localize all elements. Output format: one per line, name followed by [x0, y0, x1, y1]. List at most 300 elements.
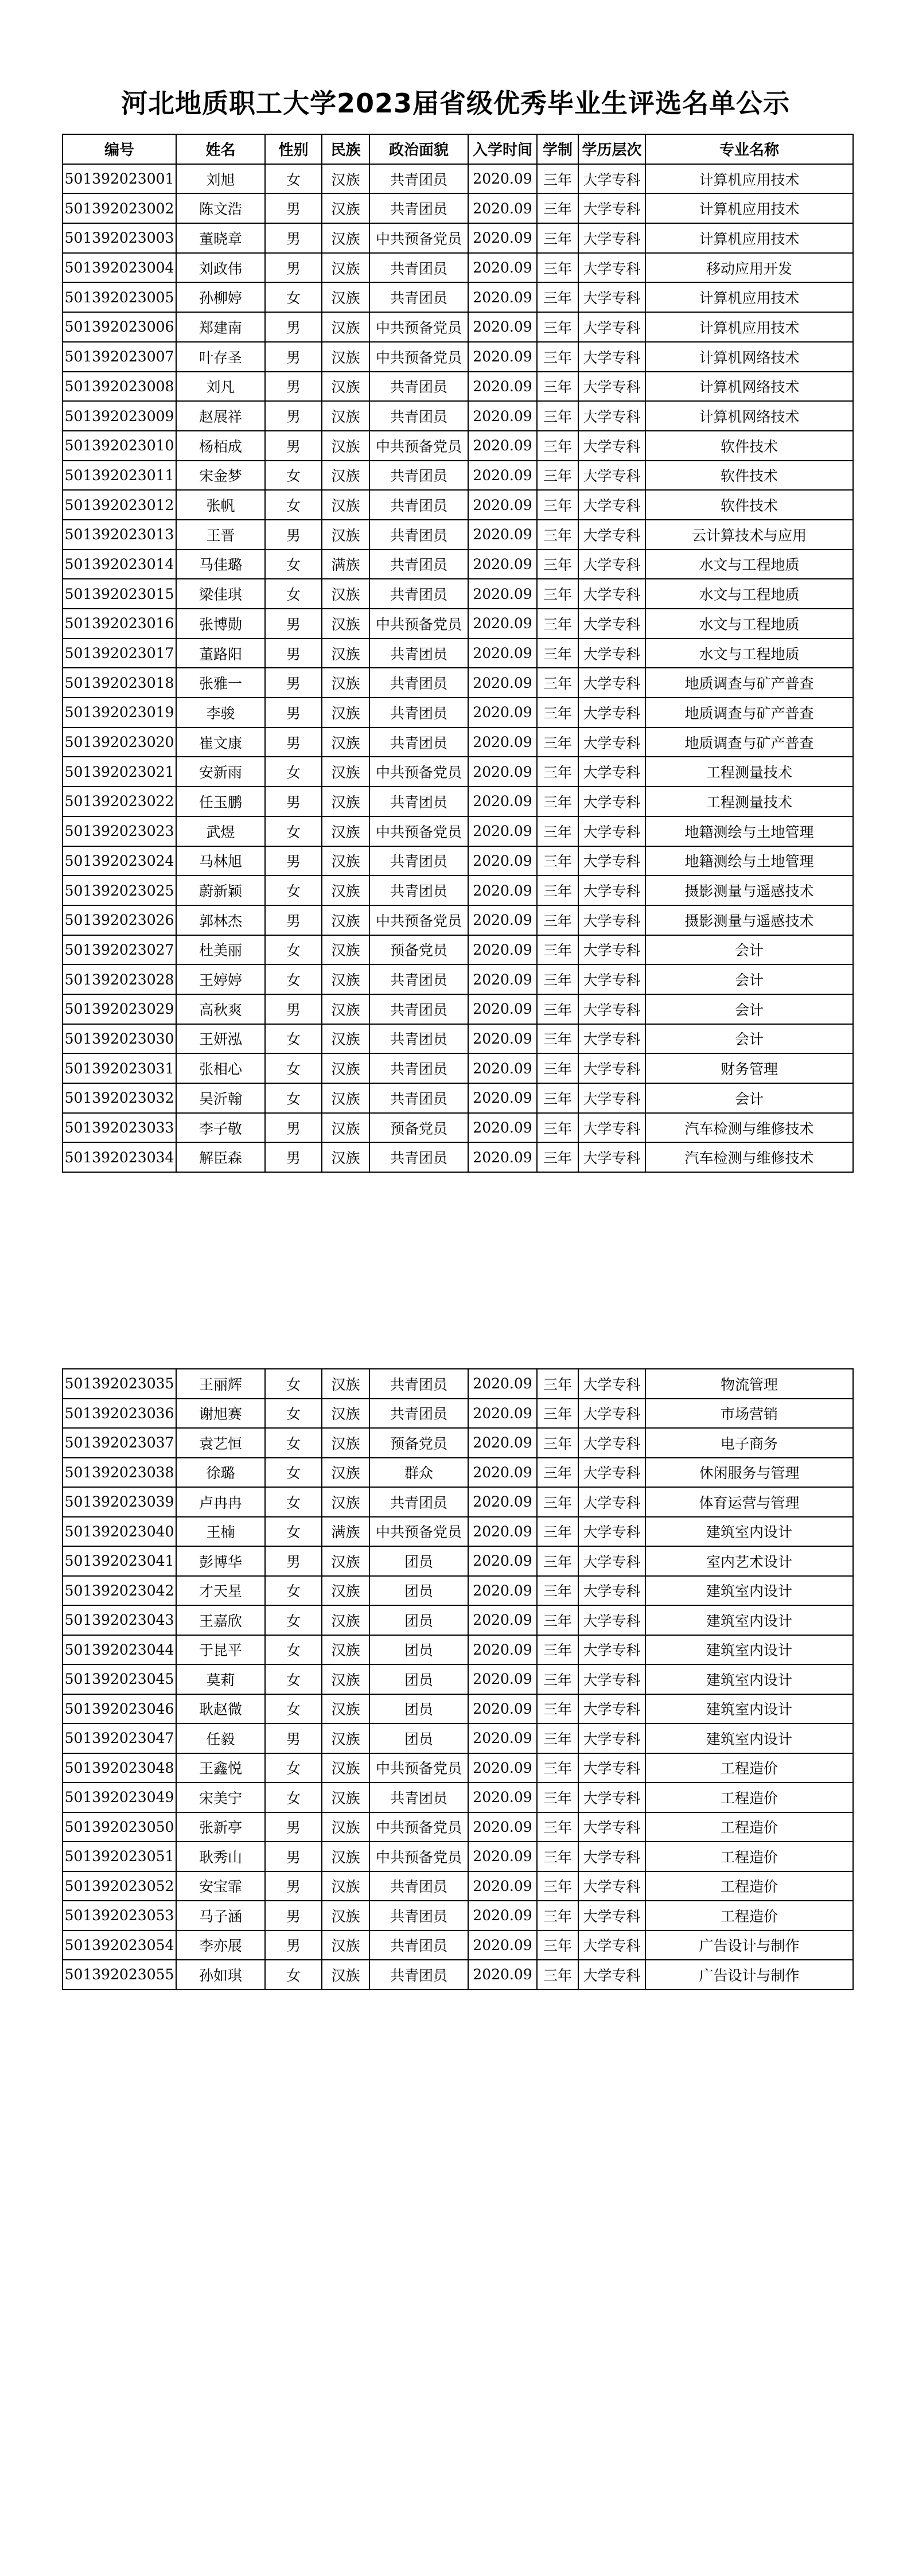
- cell-enrollment-date: 2020.09: [468, 579, 537, 609]
- cell-gender: 男: [265, 1871, 322, 1901]
- cell-enrollment-date: 2020.09: [468, 520, 537, 550]
- table-row: [63, 935, 853, 965]
- cell-ethnicity: 汉族: [322, 1931, 369, 1960]
- cell-duration: 三年: [537, 816, 578, 846]
- cell-duration: 三年: [537, 727, 578, 757]
- cell-duration: 三年: [537, 282, 578, 312]
- cell-political-status: 共青团员: [369, 1783, 468, 1812]
- cell-name: 耿赵微: [176, 1694, 265, 1724]
- cell-education-level: 大学专科: [578, 1576, 645, 1606]
- cell-enrollment-date: 2020.09: [468, 431, 537, 461]
- cell-name: 杨栢成: [176, 431, 265, 461]
- cell-education-level: 大学专科: [578, 1369, 645, 1399]
- cell-name: 高秋爽: [176, 994, 265, 1024]
- cell-enrollment-date: 2020.09: [468, 609, 537, 639]
- cell-gender: 女: [265, 1783, 322, 1812]
- cell-education-level: 大学专科: [578, 935, 645, 965]
- cell-education-level: 大学专科: [578, 668, 645, 698]
- cell-major: 工程造价: [645, 1812, 853, 1842]
- cell-political-status: 共青团员: [369, 668, 468, 698]
- cell-duration: 三年: [537, 490, 578, 520]
- cell-political-status: 共青团员: [369, 401, 468, 431]
- cell-duration: 三年: [537, 698, 578, 727]
- cell-duration: 三年: [537, 1546, 578, 1576]
- cell-enrollment-date: 2020.09: [468, 1083, 537, 1113]
- cell-id: 501392023035: [63, 1369, 176, 1399]
- cell-gender: 女: [265, 1605, 322, 1635]
- cell-education-level: 大学专科: [578, 490, 645, 520]
- cell-ethnicity: 汉族: [322, 1369, 369, 1399]
- cell-education-level: 大学专科: [578, 1812, 645, 1842]
- cell-enrollment-date: 2020.09: [468, 1723, 537, 1753]
- cell-name: 于昆平: [176, 1635, 265, 1665]
- cell-id: 501392023052: [63, 1871, 176, 1901]
- cell-duration: 三年: [537, 1960, 578, 1990]
- cell-name: 王妍泓: [176, 1024, 265, 1054]
- cell-enrollment-date: 2020.09: [468, 1635, 537, 1665]
- cell-political-status: 共青团员: [369, 372, 468, 402]
- cell-major: 工程造价: [645, 1842, 853, 1871]
- cell-ethnicity: 汉族: [322, 668, 369, 698]
- cell-gender: 男: [265, 223, 322, 253]
- table-row: [63, 639, 853, 668]
- cell-gender: 男: [265, 1931, 322, 1960]
- cell-major: 地质调查与矿产普查: [645, 698, 853, 727]
- cell-enrollment-date: 2020.09: [468, 875, 537, 905]
- cell-name: 郑建南: [176, 312, 265, 342]
- cell-duration: 三年: [537, 1517, 578, 1547]
- cell-political-status: 共青团员: [369, 164, 468, 194]
- table-row: [63, 846, 853, 876]
- column-header-id: 编号: [63, 134, 176, 164]
- cell-major: 市场营销: [645, 1399, 853, 1429]
- cell-gender: 女: [265, 1635, 322, 1665]
- cell-education-level: 大学专科: [578, 757, 645, 787]
- cell-ethnicity: 汉族: [322, 1694, 369, 1724]
- table-row: [63, 1399, 853, 1429]
- cell-gender: 男: [265, 787, 322, 816]
- table-row: [63, 1517, 853, 1547]
- cell-major: 广告设计与制作: [645, 1931, 853, 1960]
- cell-education-level: 大学专科: [578, 1458, 645, 1488]
- table-row: [63, 964, 853, 994]
- cell-major: 会计: [645, 994, 853, 1024]
- cell-gender: 女: [265, 1428, 322, 1458]
- cell-name: 王楠: [176, 1517, 265, 1547]
- cell-id: 501392023024: [63, 846, 176, 876]
- cell-enrollment-date: 2020.09: [468, 698, 537, 727]
- cell-political-status: 共青团员: [369, 727, 468, 757]
- table-row: [63, 1842, 853, 1871]
- cell-political-status: 共青团员: [369, 282, 468, 312]
- cell-duration: 三年: [537, 1753, 578, 1783]
- cell-political-status: 共青团员: [369, 1487, 468, 1517]
- cell-major: 建筑室内设计: [645, 1517, 853, 1547]
- cell-enrollment-date: 2020.09: [468, 1842, 537, 1871]
- cell-enrollment-date: 2020.09: [468, 312, 537, 342]
- cell-duration: 三年: [537, 1723, 578, 1753]
- cell-gender: 女: [265, 164, 322, 194]
- cell-name: 吴沂翰: [176, 1083, 265, 1113]
- cell-enrollment-date: 2020.09: [468, 935, 537, 965]
- cell-ethnicity: 汉族: [322, 1635, 369, 1665]
- cell-duration: 三年: [537, 668, 578, 698]
- cell-ethnicity: 汉族: [322, 372, 369, 402]
- cell-gender: 女: [265, 875, 322, 905]
- cell-name: 董晓章: [176, 223, 265, 253]
- cell-ethnicity: 汉族: [322, 846, 369, 876]
- cell-political-status: 共青团员: [369, 1399, 468, 1429]
- cell-education-level: 大学专科: [578, 1635, 645, 1665]
- cell-gender: 男: [265, 639, 322, 668]
- cell-id: 501392023027: [63, 935, 176, 965]
- table-row: [63, 757, 853, 787]
- cell-name: 梁佳琪: [176, 579, 265, 609]
- cell-enrollment-date: 2020.09: [468, 1605, 537, 1635]
- cell-political-status: 共青团员: [369, 964, 468, 994]
- cell-name: 董路阳: [176, 639, 265, 668]
- cell-enrollment-date: 2020.09: [468, 1487, 537, 1517]
- cell-duration: 三年: [537, 342, 578, 372]
- cell-education-level: 大学专科: [578, 727, 645, 757]
- cell-political-status: 中共预备党员: [369, 1753, 468, 1783]
- cell-major: 移动应用开发: [645, 253, 853, 283]
- cell-enrollment-date: 2020.09: [468, 490, 537, 520]
- cell-name: 徐璐: [176, 1458, 265, 1488]
- table-row: [63, 1369, 853, 1399]
- cell-education-level: 大学专科: [578, 905, 645, 935]
- cell-major: 建筑室内设计: [645, 1664, 853, 1694]
- cell-ethnicity: 汉族: [322, 1142, 369, 1172]
- cell-ethnicity: 汉族: [322, 1576, 369, 1606]
- cell-ethnicity: 汉族: [322, 1428, 369, 1458]
- cell-major: 软件技术: [645, 490, 853, 520]
- list-table-2: [62, 1368, 854, 1990]
- cell-duration: 三年: [537, 550, 578, 579]
- cell-name: 耿秀山: [176, 1842, 265, 1871]
- cell-enrollment-date: 2020.09: [468, 757, 537, 787]
- cell-major: 计算机应用技术: [645, 282, 853, 312]
- cell-ethnicity: 汉族: [322, 520, 369, 550]
- cell-enrollment-date: 2020.09: [468, 1694, 537, 1724]
- cell-name: 刘旭: [176, 164, 265, 194]
- cell-political-status: 共青团员: [369, 1024, 468, 1054]
- cell-gender: 男: [265, 668, 322, 698]
- cell-enrollment-date: 2020.09: [468, 1664, 537, 1694]
- cell-political-status: 共青团员: [369, 698, 468, 727]
- cell-major: 水文与工程地质: [645, 579, 853, 609]
- cell-ethnicity: 汉族: [322, 757, 369, 787]
- cell-enrollment-date: 2020.09: [468, 639, 537, 668]
- table-body-1: [63, 164, 853, 1172]
- cell-ethnicity: 汉族: [322, 609, 369, 639]
- cell-enrollment-date: 2020.09: [468, 461, 537, 491]
- cell-education-level: 大学专科: [578, 846, 645, 876]
- cell-duration: 三年: [537, 846, 578, 876]
- cell-gender: 女: [265, 490, 322, 520]
- cell-education-level: 大学专科: [578, 1605, 645, 1635]
- table-row: [63, 1428, 853, 1458]
- cell-enrollment-date: 2020.09: [468, 372, 537, 402]
- cell-ethnicity: 汉族: [322, 1487, 369, 1517]
- cell-name: 解臣森: [176, 1142, 265, 1172]
- cell-education-level: 大学专科: [578, 312, 645, 342]
- cell-id: 501392023037: [63, 1428, 176, 1458]
- column-header-name: 姓名: [176, 134, 265, 164]
- table-row: [63, 1783, 853, 1812]
- cell-major: 建筑室内设计: [645, 1694, 853, 1724]
- cell-id: 501392023042: [63, 1576, 176, 1606]
- cell-political-status: 中共预备党员: [369, 757, 468, 787]
- cell-id: 501392023006: [63, 312, 176, 342]
- cell-ethnicity: 汉族: [322, 1113, 369, 1143]
- cell-id: 501392023043: [63, 1605, 176, 1635]
- cell-political-status: 中共预备党员: [369, 816, 468, 846]
- cell-id: 501392023029: [63, 994, 176, 1024]
- cell-education-level: 大学专科: [578, 1024, 645, 1054]
- cell-name: 任玉鹏: [176, 787, 265, 816]
- cell-major: 工程造价: [645, 1783, 853, 1812]
- cell-enrollment-date: 2020.09: [468, 1517, 537, 1547]
- cell-name: 王嘉欣: [176, 1605, 265, 1635]
- cell-education-level: 大学专科: [578, 639, 645, 668]
- cell-political-status: 共青团员: [369, 461, 468, 491]
- cell-education-level: 大学专科: [578, 1083, 645, 1113]
- table-row: [63, 787, 853, 816]
- cell-ethnicity: 汉族: [322, 253, 369, 283]
- cell-political-status: 中共预备党员: [369, 312, 468, 342]
- cell-major: 广告设计与制作: [645, 1960, 853, 1990]
- cell-gender: 女: [265, 550, 322, 579]
- cell-ethnicity: 满族: [322, 1517, 369, 1547]
- cell-education-level: 大学专科: [578, 1901, 645, 1931]
- table-row: [63, 994, 853, 1024]
- cell-education-level: 大学专科: [578, 1753, 645, 1783]
- table-row: [63, 1753, 853, 1783]
- cell-ethnicity: 汉族: [322, 490, 369, 520]
- cell-id: 501392023033: [63, 1113, 176, 1143]
- cell-enrollment-date: 2020.09: [468, 816, 537, 846]
- cell-enrollment-date: 2020.09: [468, 253, 537, 283]
- cell-enrollment-date: 2020.09: [468, 1576, 537, 1606]
- cell-major: 电子商务: [645, 1428, 853, 1458]
- cell-political-status: 预备党员: [369, 1113, 468, 1143]
- cell-enrollment-date: 2020.09: [468, 282, 537, 312]
- table-row: [63, 668, 853, 698]
- cell-gender: 女: [265, 282, 322, 312]
- cell-name: 张博勋: [176, 609, 265, 639]
- table-row: [63, 1960, 853, 1990]
- cell-enrollment-date: 2020.09: [468, 1871, 537, 1901]
- cell-name: 武煜: [176, 816, 265, 846]
- table-row: [63, 164, 853, 194]
- cell-duration: 三年: [537, 1113, 578, 1143]
- cell-education-level: 大学专科: [578, 223, 645, 253]
- cell-gender: 男: [265, 994, 322, 1024]
- cell-name: 任毅: [176, 1723, 265, 1753]
- cell-political-status: 团员: [369, 1546, 468, 1576]
- cell-ethnicity: 汉族: [322, 193, 369, 223]
- cell-gender: 女: [265, 1399, 322, 1429]
- table-row: [63, 1931, 853, 1960]
- cell-political-status: 中共预备党员: [369, 905, 468, 935]
- table-row: [63, 550, 853, 579]
- cell-major: 水文与工程地质: [645, 550, 853, 579]
- cell-duration: 三年: [537, 312, 578, 342]
- cell-gender: 男: [265, 401, 322, 431]
- cell-education-level: 大学专科: [578, 1842, 645, 1871]
- header-row: [63, 134, 853, 164]
- table-row: [63, 1576, 853, 1606]
- cell-political-status: 团员: [369, 1605, 468, 1635]
- cell-name: 才天星: [176, 1576, 265, 1606]
- cell-name: 宋金梦: [176, 461, 265, 491]
- cell-major: 体育运营与管理: [645, 1487, 853, 1517]
- cell-enrollment-date: 2020.09: [468, 1458, 537, 1488]
- cell-duration: 三年: [537, 461, 578, 491]
- cell-major: 物流管理: [645, 1369, 853, 1399]
- cell-ethnicity: 汉族: [322, 1399, 369, 1429]
- cell-duration: 三年: [537, 1399, 578, 1429]
- cell-ethnicity: 汉族: [322, 1871, 369, 1901]
- cell-enrollment-date: 2020.09: [468, 1113, 537, 1143]
- column-header-political-status: 政治面貌: [369, 134, 468, 164]
- cell-political-status: 共青团员: [369, 787, 468, 816]
- cell-name: 蔚新颖: [176, 875, 265, 905]
- cell-major: 软件技术: [645, 431, 853, 461]
- cell-political-status: 中共预备党员: [369, 1517, 468, 1547]
- cell-gender: 女: [265, 1694, 322, 1724]
- cell-id: 501392023040: [63, 1517, 176, 1547]
- cell-name: 袁艺恒: [176, 1428, 265, 1458]
- cell-ethnicity: 汉族: [322, 431, 369, 461]
- cell-ethnicity: 汉族: [322, 1753, 369, 1783]
- cell-enrollment-date: 2020.09: [468, 164, 537, 194]
- cell-enrollment-date: 2020.09: [468, 787, 537, 816]
- cell-name: 杜美丽: [176, 935, 265, 965]
- cell-id: 501392023044: [63, 1635, 176, 1665]
- cell-id: 501392023036: [63, 1399, 176, 1429]
- cell-id: 501392023046: [63, 1694, 176, 1724]
- table-row: [63, 312, 853, 342]
- cell-id: 501392023023: [63, 816, 176, 846]
- cell-political-status: 共青团员: [369, 579, 468, 609]
- cell-name: 安宝霏: [176, 1871, 265, 1901]
- cell-duration: 三年: [537, 1428, 578, 1458]
- cell-gender: 女: [265, 1753, 322, 1783]
- cell-major: 工程造价: [645, 1901, 853, 1931]
- table-row: [63, 1487, 853, 1517]
- cell-enrollment-date: 2020.09: [468, 550, 537, 579]
- cell-gender: 男: [265, 1113, 322, 1143]
- cell-education-level: 大学专科: [578, 342, 645, 372]
- cell-duration: 三年: [537, 431, 578, 461]
- table-row: [63, 1083, 853, 1113]
- cell-gender: 女: [265, 1024, 322, 1054]
- table-row: [63, 372, 853, 402]
- cell-education-level: 大学专科: [578, 431, 645, 461]
- column-header-major: 专业名称: [645, 134, 853, 164]
- cell-id: 501392023038: [63, 1458, 176, 1488]
- table-row: [63, 342, 853, 372]
- cell-major: 工程造价: [645, 1871, 853, 1901]
- cell-enrollment-date: 2020.09: [468, 727, 537, 757]
- cell-enrollment-date: 2020.09: [468, 1428, 537, 1458]
- cell-major: 工程测量技术: [645, 787, 853, 816]
- list-table-1: [62, 134, 854, 1173]
- cell-gender: 女: [265, 1053, 322, 1083]
- cell-education-level: 大学专科: [578, 816, 645, 846]
- cell-enrollment-date: 2020.09: [468, 668, 537, 698]
- cell-name: 赵展祥: [176, 401, 265, 431]
- cell-major: 计算机应用技术: [645, 312, 853, 342]
- cell-id: 501392023003: [63, 223, 176, 253]
- cell-ethnicity: 汉族: [322, 223, 369, 253]
- cell-duration: 三年: [537, 639, 578, 668]
- cell-ethnicity: 汉族: [322, 312, 369, 342]
- cell-gender: 女: [265, 1487, 322, 1517]
- table-row: [63, 698, 853, 727]
- column-header-duration: 学制: [537, 134, 578, 164]
- cell-enrollment-date: 2020.09: [468, 846, 537, 876]
- cell-ethnicity: 汉族: [322, 1546, 369, 1576]
- cell-education-level: 大学专科: [578, 282, 645, 312]
- cell-id: 501392023017: [63, 639, 176, 668]
- cell-major: 财务管理: [645, 1053, 853, 1083]
- cell-id: 501392023031: [63, 1053, 176, 1083]
- cell-ethnicity: 汉族: [322, 787, 369, 816]
- cell-ethnicity: 汉族: [322, 1664, 369, 1694]
- table-row: [63, 816, 853, 846]
- cell-political-status: 预备党员: [369, 935, 468, 965]
- cell-education-level: 大学专科: [578, 401, 645, 431]
- cell-name: 孙柳婷: [176, 282, 265, 312]
- cell-id: 501392023055: [63, 1960, 176, 1990]
- cell-duration: 三年: [537, 905, 578, 935]
- cell-education-level: 大学专科: [578, 1783, 645, 1812]
- cell-duration: 三年: [537, 1694, 578, 1724]
- cell-enrollment-date: 2020.09: [468, 401, 537, 431]
- cell-duration: 三年: [537, 875, 578, 905]
- table-row: [63, 431, 853, 461]
- cell-ethnicity: 汉族: [322, 342, 369, 372]
- cell-ethnicity: 汉族: [322, 164, 369, 194]
- cell-gender: 女: [265, 757, 322, 787]
- cell-name: 宋美宁: [176, 1783, 265, 1812]
- cell-id: 501392023051: [63, 1842, 176, 1871]
- table-body-2: [63, 1369, 853, 1990]
- cell-name: 谢旭赛: [176, 1399, 265, 1429]
- cell-major: 建筑室内设计: [645, 1605, 853, 1635]
- cell-duration: 三年: [537, 935, 578, 965]
- cell-enrollment-date: 2020.09: [468, 1024, 537, 1054]
- cell-political-status: 共青团员: [369, 1960, 468, 1990]
- cell-political-status: 共青团员: [369, 1871, 468, 1901]
- cell-id: 501392023005: [63, 282, 176, 312]
- cell-gender: 女: [265, 1517, 322, 1547]
- table-row: [63, 1142, 853, 1172]
- cell-political-status: 共青团员: [369, 1931, 468, 1960]
- cell-gender: 女: [265, 1083, 322, 1113]
- cell-duration: 三年: [537, 1487, 578, 1517]
- cell-education-level: 大学专科: [578, 1694, 645, 1724]
- cell-political-status: 中共预备党员: [369, 342, 468, 372]
- cell-political-status: 共青团员: [369, 193, 468, 223]
- cell-name: 崔文康: [176, 727, 265, 757]
- cell-duration: 三年: [537, 1901, 578, 1931]
- table-row: [63, 1024, 853, 1054]
- table-row: [63, 609, 853, 639]
